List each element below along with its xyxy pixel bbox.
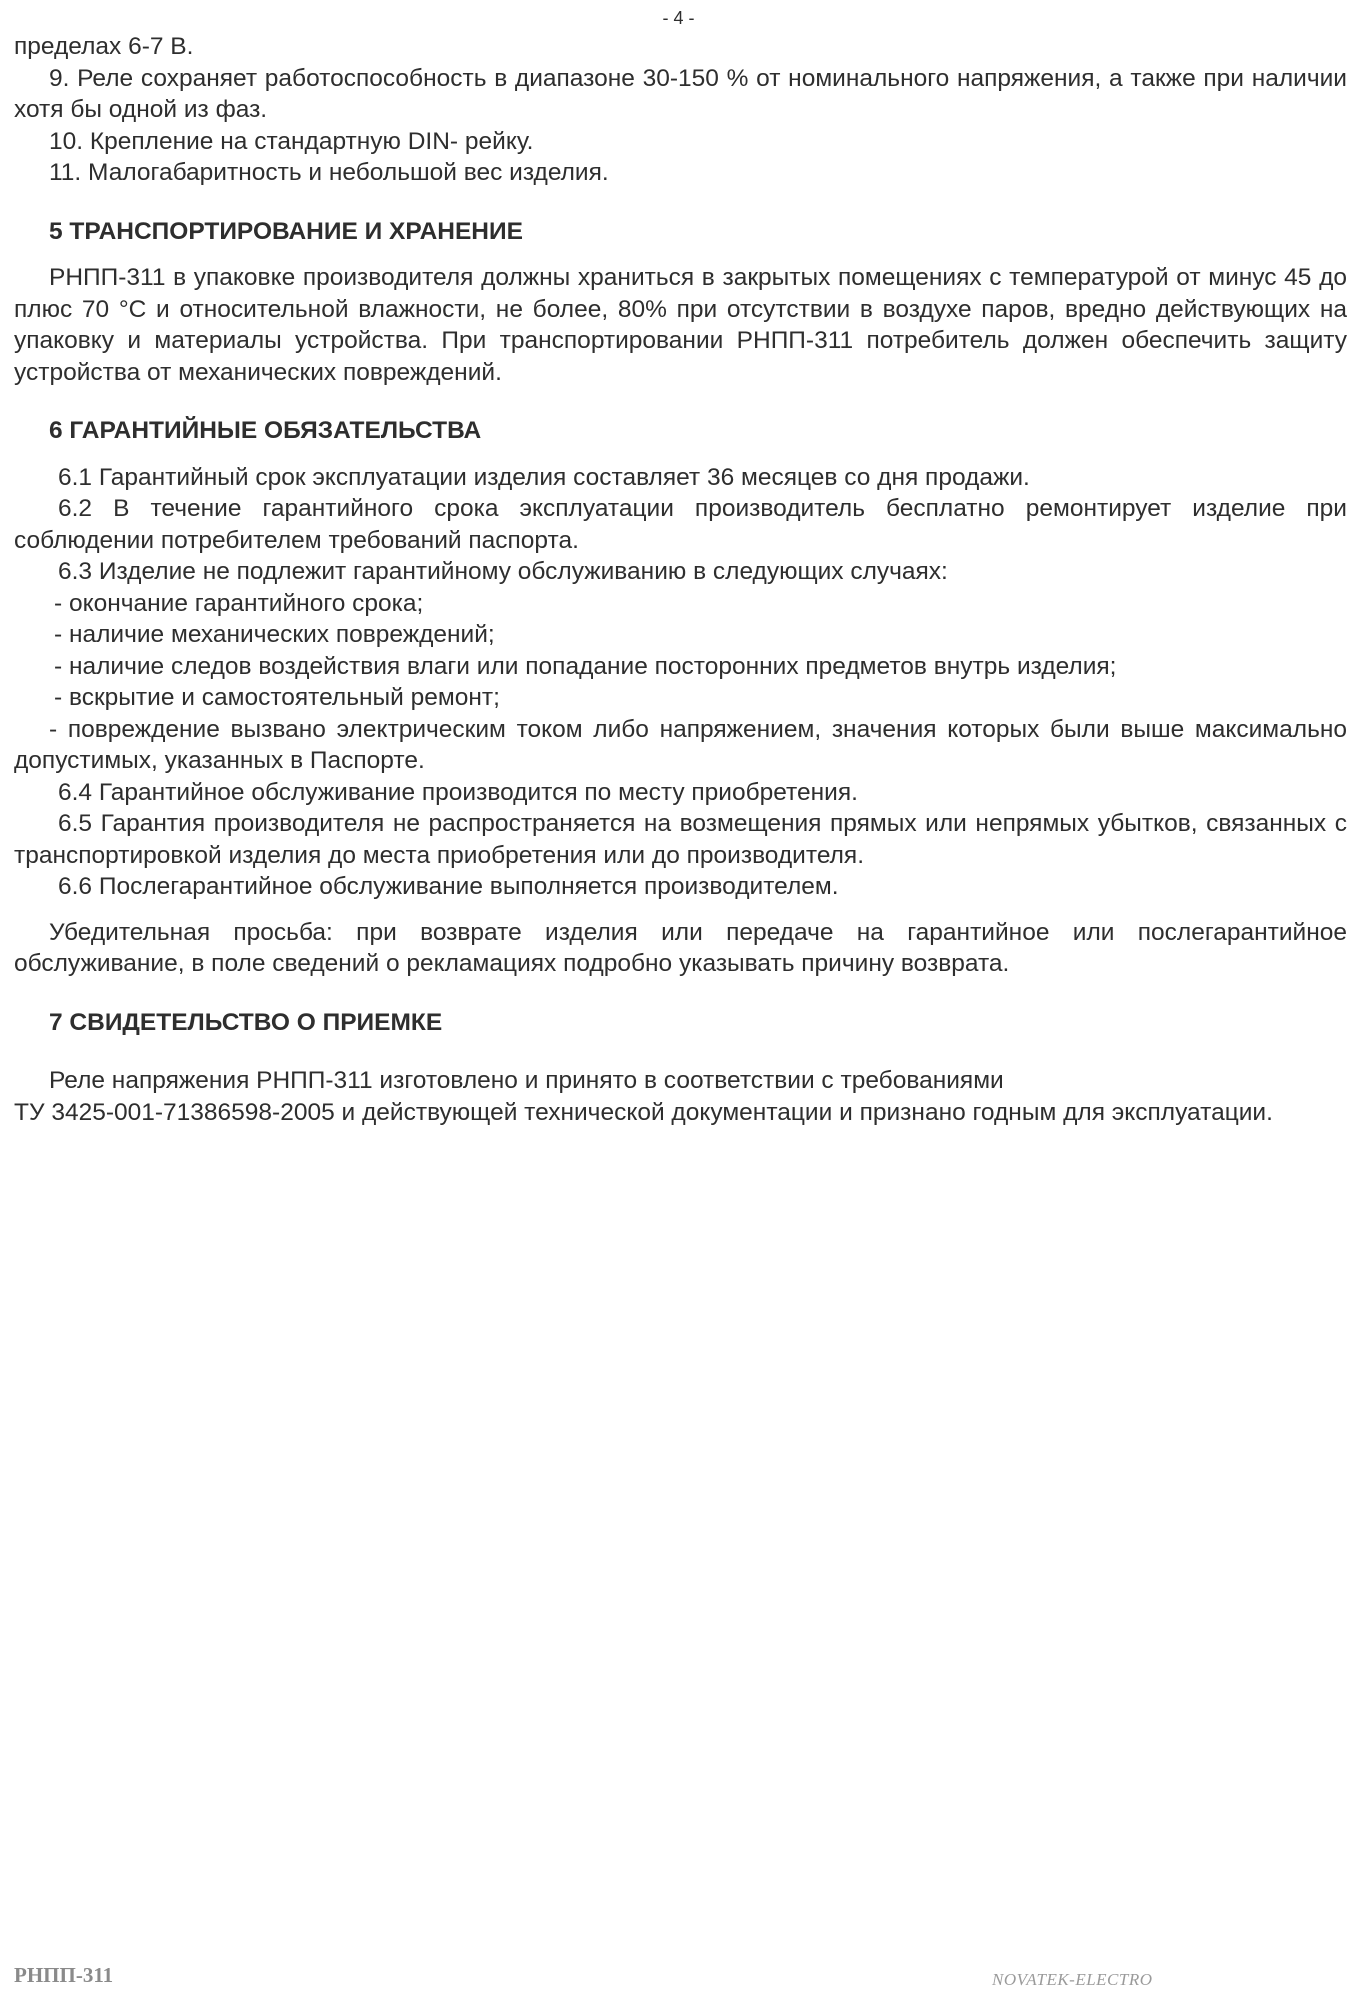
warranty-6-4: 6.4 Гарантийное обслуживание производится по месту приобретения. (58, 778, 858, 806)
document-body (14, 31, 1347, 1128)
warranty-case-item: - наличие следов воздействия влаги или попадание посторонних предметов внутрь изделия; (54, 652, 1117, 680)
feature-item-11: 11. Малогабаритность и небольшой вес изделия. (49, 159, 609, 186)
warranty-6-1: 6.1 Гарантийный срок эксплуатации изделия составляет 36 месяцев со дня продажи. (58, 463, 1030, 491)
section-7-heading: 7 СВИДЕТЕЛЬСТВО О ПРИЕМКЕ (49, 1008, 443, 1036)
warranty-6-3: 6.3 Изделие не подлежит гарантийному обслуживанию в следующих случаях: (58, 558, 948, 585)
features-line-tail: пределах 6-7 В. (14, 33, 194, 60)
feature-item-10: 10. Крепление на стандартную DIN- рейку. (49, 127, 534, 155)
warranty-6-5: 6.5 Гарантия производителя не распространяется на возмещения прямых или непрямых убытков, связанных с транспортировкой изделия до места приобретения или до производителя. (14, 810, 1347, 869)
warranty-6-6: 6.6 Послегарантийное обслуживание выполняется производителем. (58, 873, 839, 900)
warranty-case-item-last: - повреждение вызвано электрическим током либо напряжением, значения которых были выше максимально допустимых, указанных в Паспорте. (14, 715, 1347, 774)
acceptance-line-2: ТУ 3425-001-71386598-2005 и действующей технической документации и признано годным для эксплуатации. (14, 1098, 1273, 1126)
section-6-heading: 6 ГАРАНТИЙНЫЕ ОБЯЗАТЕЛЬСТВА (49, 417, 482, 444)
section-5-text: РНПП-311 в упаковке производителя должны храниться в закрытых помещениях с температурой от минус 45 до плюс 70 °С и относительной влажности, не более, 80% при отсутствии в воздухе паров, вредно действующих на упаковку и материалы устройства. При транспортировании РНПП-311 потребитель должен обеспечить защиту устройства от механических повреждений. (14, 264, 1347, 386)
page-number: - 4 - (662, 8, 695, 28)
warranty-case-item: - вскрытие и самостоятельный ремонт; (54, 684, 500, 711)
feature-item-9: 9. Реле сохраняет работоспособность в диапазоне 30-150 % от номинального напряжения, а также при наличии хотя бы одной из фаз. (14, 64, 1347, 123)
footer-brand: NOVATEK-ELECTRO (992, 1970, 1153, 1989)
warranty-case-item: - окончание гарантийного срока; (54, 589, 424, 617)
footer-model: РНПП-311 (14, 1963, 114, 1987)
return-request-note: Убедительная просьба: при возврате изделия или передаче на гарантийное или послегарантийное обслуживание, в поле сведений о рекламациях подробно указывать причину возврата. (14, 918, 1347, 977)
warranty-case-item: - наличие механических повреждений; (54, 621, 495, 648)
acceptance-line-1: Реле напряжения РНПП-311 изготовлено и принято в соответствии с требованиями (49, 1067, 1004, 1094)
section-5-heading: 5 ТРАНСПОРТИРОВАНИЕ И ХРАНЕНИЕ (49, 217, 523, 245)
warranty-6-2: 6.2 В течение гарантийного срока эксплуатации производитель бесплатно ремонтирует изделие при соблюдении потребителем требований паспорта. (14, 495, 1347, 554)
